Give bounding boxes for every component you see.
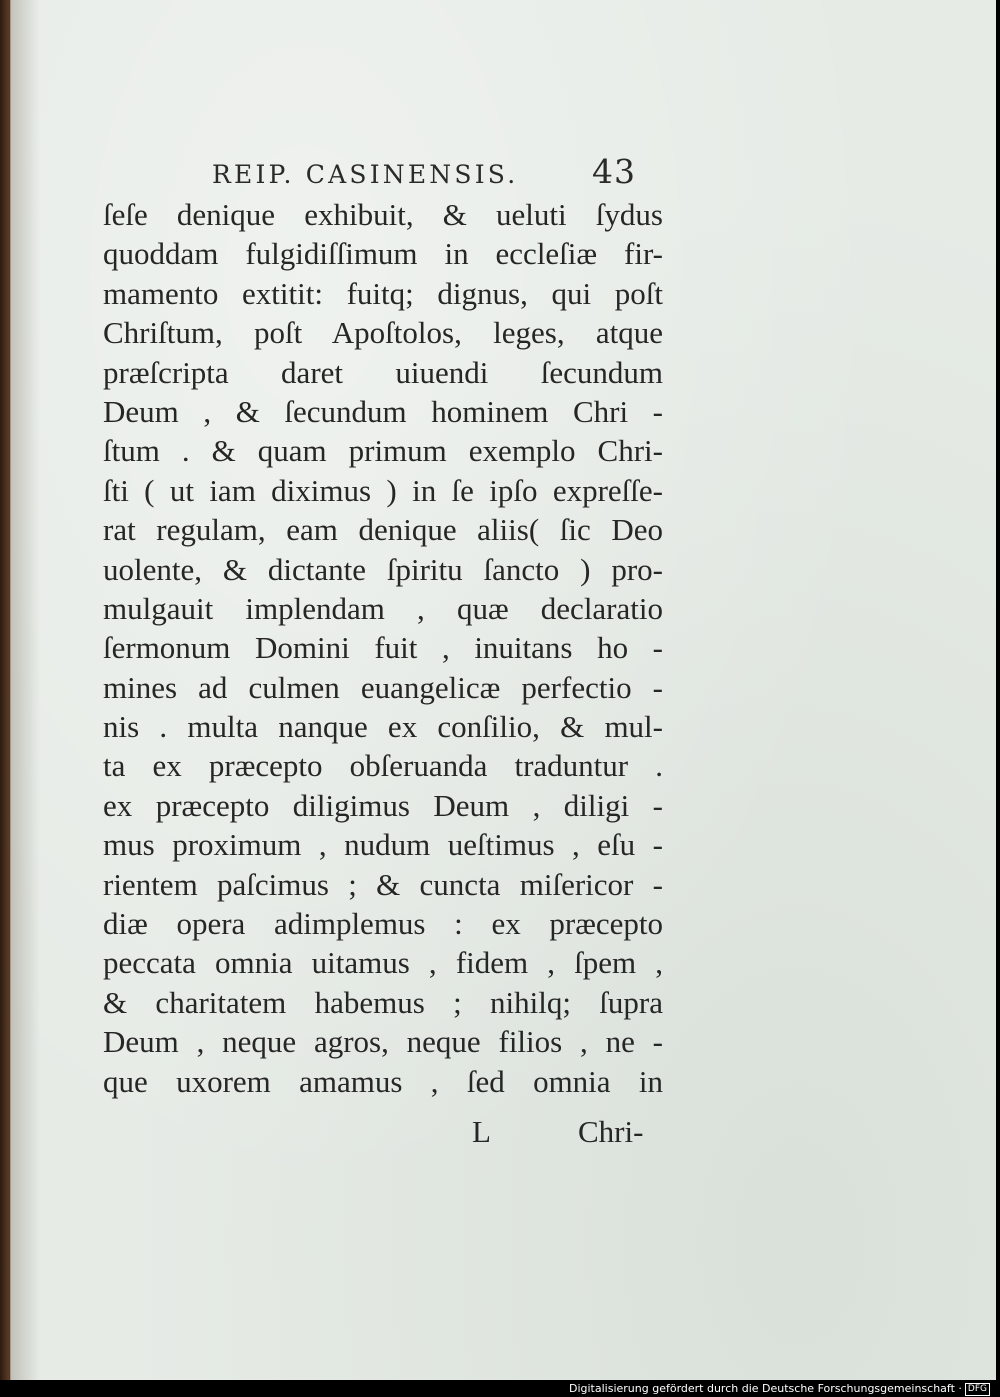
text-line: mus proximum , nudum ueſtimus , eſu - [103,827,663,863]
text-line: mulgauit implendam , quæ declaratio [103,590,663,626]
text-line: Chriſtum, poſt Apoſtolos, leges, atque [103,315,663,351]
text-line: ta ex præcepto obſeruanda traduntur . [103,748,663,784]
catchword: Chri- [578,1114,644,1149]
text-line: diæ opera adimplemus : ex præcepto [103,906,663,942]
text-line: uolente, & dictante ſpiritu ſancto ) pro- [103,551,663,587]
text-line: ſti ( ut iam diximus ) in ſe ipſo expreſſe- [103,472,663,508]
running-head-title: REIP. CASINENSIS. [212,160,519,189]
text-line: que uxorem amamus , ſed omnia in [103,1063,663,1099]
text-line: Deum , neque agros, neque filios , ne - [103,1024,663,1060]
text-line: nis . multa nanque ex conſilio, & mul- [103,709,663,745]
body-text [103,195,663,1101]
text-line: peccata omnia uitamus , fidem , ſpem , [103,945,663,981]
dfg-logo: DFG [965,1383,990,1396]
credit-text: Digitalisierung gefördert durch die Deutsche Forschungsgemeinschaft · [568,1382,962,1395]
text-line: præſcripta daret uiuendi ſecundum [103,354,663,390]
signature-mark: L [472,1114,491,1149]
text-line: ſermonum Domini fuit , inuitans ho - [103,630,663,666]
page-number: 43 [592,152,636,191]
text-line: & charitatem habemus ; nihilq; ſupra [103,984,663,1020]
page-gutter-shadow [10,0,40,1380]
text-line: mamento extitit: fuitq; dignus, qui poſt [103,275,663,311]
text-line: ex præcepto diligimus Deum , diligi - [103,787,663,823]
text-line: ſeſe denique exhibuit, & ueluti ſydus [103,197,663,232]
digitization-credit [569,1380,990,1397]
text-line: rientem paſcimus ; & cuncta miſericor - [103,866,663,902]
text-line: Deum , & ſecundum hominem Chri - [103,393,663,429]
running-head [212,152,662,198]
text-line: rat regulam, eam denique aliis( ſic Deo [103,512,663,548]
text-line: ſtum . & quam primum exemplo Chri- [103,433,663,469]
text-line: quoddam fulgidiſſimum in eccleſiæ fir- [103,236,663,272]
text-line: mines ad culmen euangelicæ perfectio - [103,669,663,705]
